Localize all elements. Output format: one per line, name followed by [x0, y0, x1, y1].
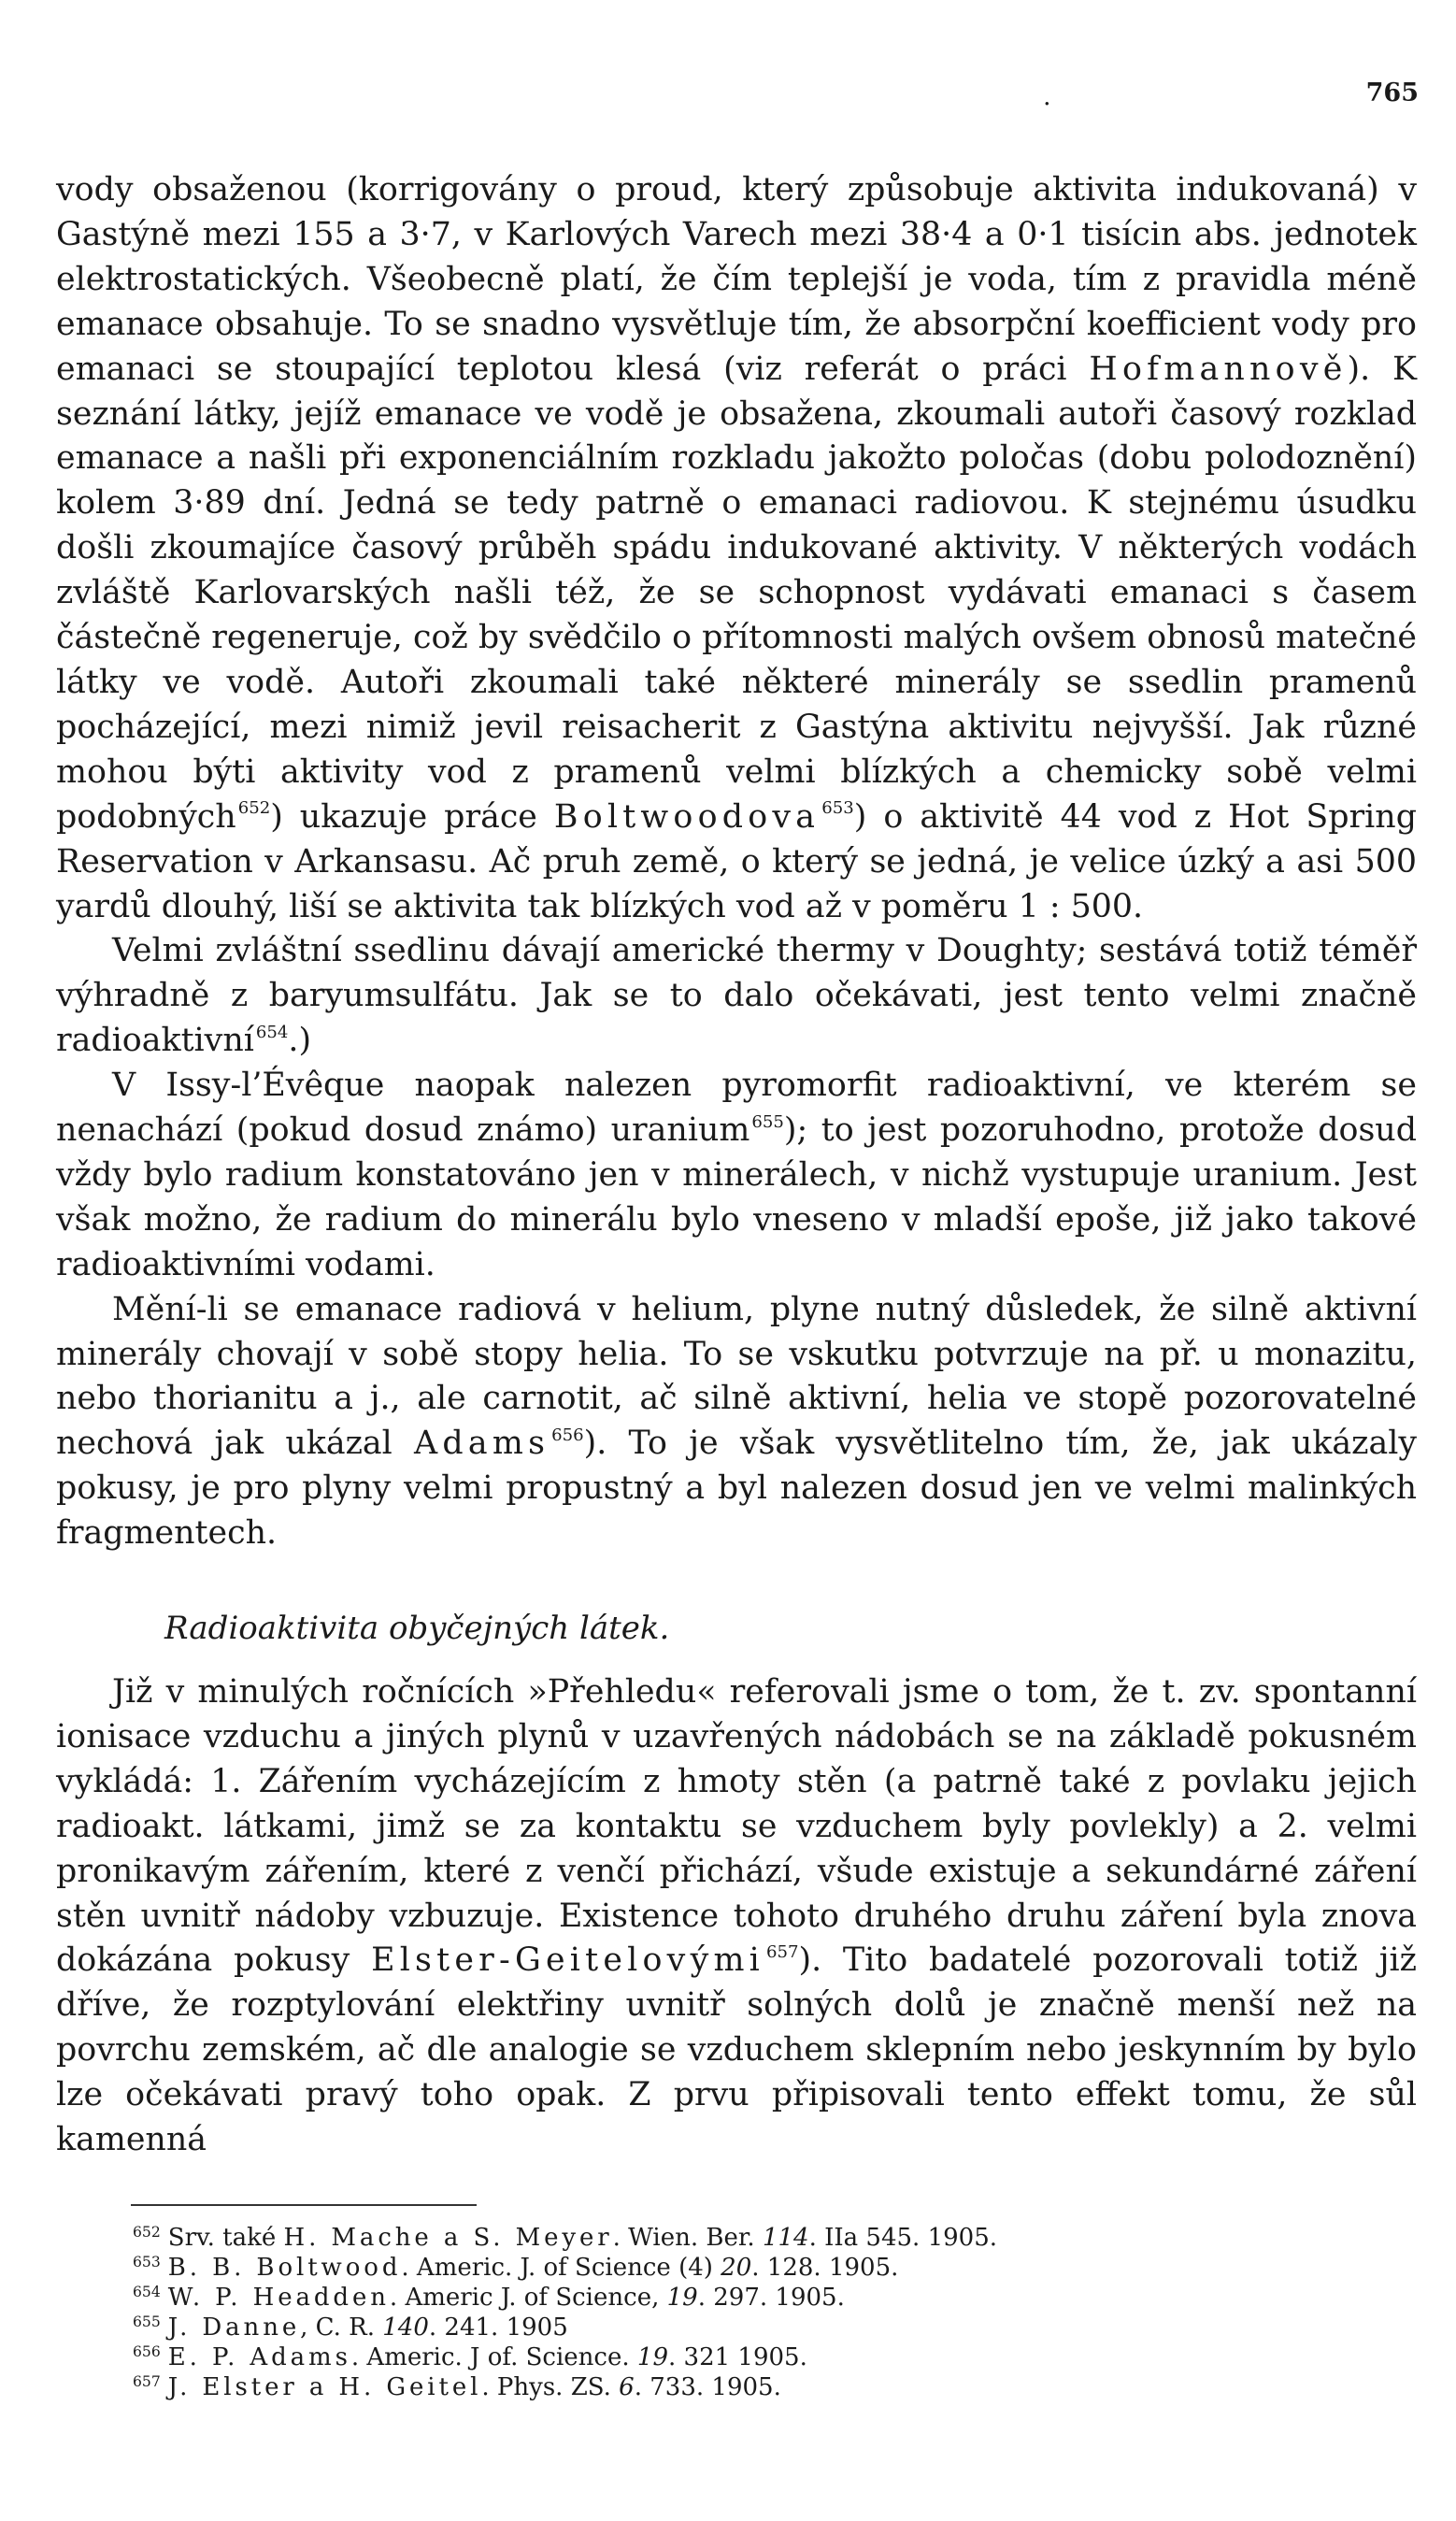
main-text — [56, 168, 1417, 1556]
footnote: $^{652}$ Srv. také H. Mache a S. Meyer. Wien. Ber. 114. IIa 545. 1905. — [133, 2224, 998, 2252]
paragraph-1: vody obsaženou (korrigovány o proud, který způsobuje aktivita indukovaná) v Gastýně mezi 155 a 3·7, v Karlových Varech mezi 38·4 a 0·1 tisícin abs. jednotek elektrostatických. Všeobecně platí, že čím teplejší je voda, tím z pravidla méně emanace obsahuje. To se snadno vysvětluje tím, že absorpční koefficient vody pro emanaci se stoupající teplotou klesá (viz referát o práci Hofmannově). K seznání látky, jejíž emanace ve vodě je obsažena, zkoumali autoři časový rozklad emanace a našli při exponenciálním rozkladu jakožto poločas (dobu polodoznění) kolem 3·89 dní. Jedná se tedy patrně o emanaci radiovou. K stejnému úsudku došli zkoumajíce časový průběh spádu indukované aktivity. V některých vodách zvláště Karlovarských našli též, že se schopnost vydávati emanaci s časem částečně regeneruje, což by svědčilo o přítomnosti malých ovšem obnosů matečné látky ve vodě. Autoři zkoumali také některé minerály se ssedlin pramenů pocházející, mezi nimiž jevil reisacherit z Gastýna aktivitu nejvyšší. Jak různé mohou býti aktivity vod z pramenů velmi blízkých a chemicky sobě velmi podobných $^{652}$) ukazuje práce Boltwoodova $^{653}$) o aktivitě 44 vod z Hot Spring Reservation v Arkansasu. Ač pruh země, o který se jedná, je velice úzký a asi 500 yardů dlouhý, liší se aktivita tak blízkých vod až v poměru 1 : 500. — [56, 171, 1417, 925]
footnote-ref: 657 — [766, 1941, 799, 1962]
footnote: $^{653}$ B. B. Boltwood. Americ. J. of Science (4) 20. 128. 1905. — [133, 2254, 899, 2282]
author-name: Boltwoodova — [553, 797, 821, 836]
paragraph-3: V Issy-l’Évêque naopak nalezen pyromorfit radioaktivní, ve kterém se nenachází (pokud dosud známo) uranium $^{655}$); to jest pozoruhodno, protože dosud vždy bylo radium konstatováno jen v minerálech, v nichž vystupuje uranium. Jest však možno, že radium do minerálu bylo vneseno v mladší epoše, již jako takové radioaktivními vodami. — [56, 1067, 1417, 1283]
footnote-ref: 652 — [237, 798, 271, 819]
stray-dot: . — [1043, 82, 1051, 111]
footnote-ref: 656 — [551, 1425, 584, 1445]
section-heading: Radioaktivita obyčejných látek. — [164, 1610, 670, 1647]
footnote-divider — [131, 2204, 477, 2206]
section-text — [56, 1670, 1417, 2163]
page-number: 765 — [1365, 79, 1419, 107]
author-name: Adams — [414, 1425, 550, 1463]
footnote-ref: 655 — [751, 1111, 784, 1132]
paragraph-5: Již v minulých ročnících »Přehledu« referovali jsme o tom, že t. zv. spontanní ionisace vzduchu a jiných plynů v uzavřených nádobách se na základě pokusném vykládá: 1. Zářením vycházejícím z hmoty stěn (a patrně také z povlaku jejich radioakt. látkami, jimž se za kontaktu se vzduchem byly povlekly) a 2. velmi pronikavým zářením, které z venčí přichází, všude existuje a sekundárné záření stěn uvnitř nádoby vzbuzuje. Existence tohoto druhého druhu záření byla znova dokázána pokusy Elster-Geitelovými $^{657}$). Tito badatelé pozorovali totiž již dříve, že rozptylování elektřiny uvnitř solných dolů je značně menší než na povrchu zemském, ač dle analogie se vzduchem sklepním nebo jeskynním by bylo lze očekávati pravý toho opak. Z prvu připisovali tento effekt tomu, že sůl kamenná — [56, 1673, 1418, 2159]
footnote: $^{657}$ J. Elster a H. Geitel. Phys. ZS. 6. 733. 1905. — [133, 2373, 781, 2401]
author-name: Hofmannově — [1089, 350, 1348, 388]
footnote-ref: 654 — [255, 1022, 289, 1042]
footnote: $^{655}$ J. Danne, C. R. 140. 241. 1905 — [133, 2313, 568, 2342]
footnote: $^{654}$ W. P. Headden. Americ J. of Science, 19. 297. 1905. — [133, 2284, 845, 2312]
footnotes — [131, 2223, 1346, 2402]
paragraph-2: Velmi zvláštní ssedlinu dávají americké thermy v Doughty; sestává totiž téměř výhradně z baryumsulfátu. Jak se to dalo očekávati, jest tento velmi značně radioaktivní $^{654}$.) — [56, 932, 1417, 1060]
footnote-ref: 653 — [821, 798, 854, 819]
footnote: $^{656}$ E. P. Adams. Americ. J of. Science. 19. 321 1905. — [133, 2343, 807, 2371]
paragraph-4: Mění-li se emanace radiová v helium, plyne nutný důsledek, že silně aktivní minerály chovají v sobě stopy helia. To se vskutku potvrzuje na př. u monazitu, nebo thorianitu a j., ale carnotit, ač silně aktivní, helia ve stopě pozorovatelné nechová jak ukázal Adams $^{656}$). To je však vysvětlitelno tím, že, jak ukázaly pokusy, je pro plyny velmi propustný a byl nalezen dosud jen ve velmi malinkých fragmentech. — [56, 1290, 1417, 1553]
author-name: Elster-Geitelovými — [371, 1941, 765, 1980]
